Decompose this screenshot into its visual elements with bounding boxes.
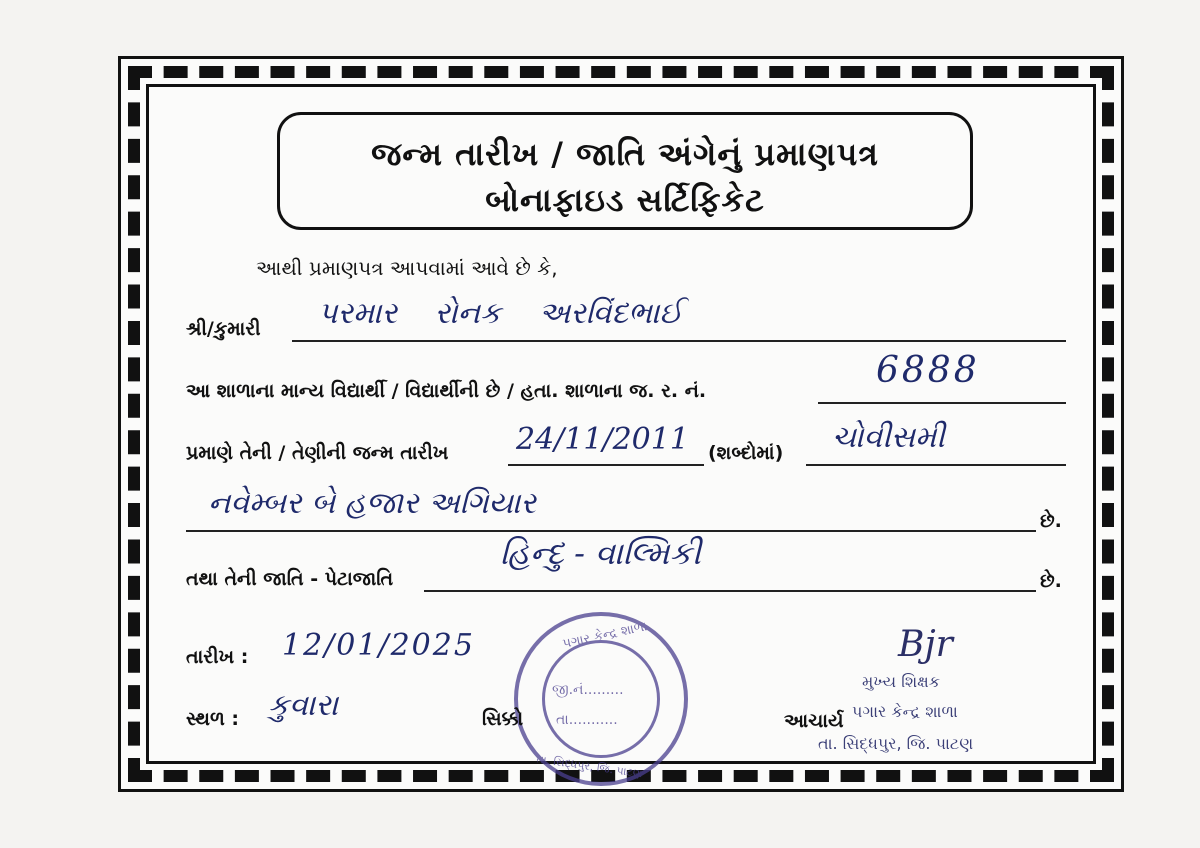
dob-words-underline-2 bbox=[186, 530, 1036, 532]
student-label: આ શાળાના માન્ય વિદ્યાર્થી / વિદ્યાર્થીની છે / હતા. શાળાના જ. ર. નં. bbox=[186, 380, 707, 402]
stamp-inner-ring bbox=[542, 640, 660, 758]
principal-label: આચાર્ય bbox=[784, 710, 844, 732]
place-value: કુવારા bbox=[268, 688, 339, 723]
register-number: 6888 bbox=[876, 350, 980, 391]
caste-label: તથા તેની જાતિ - પેટાજાતિ bbox=[186, 568, 394, 590]
title-box bbox=[277, 112, 973, 230]
date-value: 12/01/2025 bbox=[282, 628, 475, 663]
name-value: પરમાર રોનક અરવિંદભાઈ bbox=[318, 296, 683, 331]
dob-words-2: નવેમ્બર બે હજાર અગિયાર bbox=[208, 486, 536, 521]
stamp-bottom-text: તા. સિદ્ધપુર, જિ. પાટણ bbox=[535, 752, 644, 781]
seal-label: સિક્કો bbox=[482, 708, 524, 730]
date-label: તારીખ : bbox=[186, 646, 249, 668]
signature-title: મુખ્ય શિક્ષક bbox=[862, 672, 941, 691]
place-label: સ્થળ : bbox=[186, 708, 240, 730]
dob-value: 24/11/2011 bbox=[516, 422, 689, 457]
title-line-1: જન્મ તારીખ / જાતિ અંગેનું પ્રમાણપત્ર bbox=[371, 135, 879, 173]
caste-underline bbox=[424, 590, 1036, 592]
signature-school: પગાર કેન્દ્ર શાળા bbox=[852, 702, 958, 721]
register-underline bbox=[818, 402, 1066, 404]
dob-words-1: ચોવીસમી bbox=[832, 420, 945, 455]
in-words-label: (શબ્દોમાં) bbox=[708, 442, 784, 464]
caste-suffix: છે. bbox=[1040, 570, 1062, 592]
dob-suffix: છે. bbox=[1040, 510, 1062, 532]
school-stamp bbox=[514, 612, 688, 786]
signature-address: તા. સિદ્ધપુર, જિ. પાટણ bbox=[818, 734, 974, 753]
title-line-2: બોનાફાઇડ સર્ટિફિકેટ bbox=[485, 181, 765, 219]
dob-words-underline-1 bbox=[806, 464, 1066, 466]
caste-value: હિન્દુ - વાલ્મિકી bbox=[500, 534, 702, 572]
stamp-ji-line: જી.નં......... bbox=[552, 682, 624, 698]
dob-label: પ્રમાણે તેની / તેણીની જન્મ તારીખ bbox=[186, 442, 449, 464]
name-label: શ્રી/કુમારી bbox=[186, 318, 261, 340]
signature-mark: Bjr bbox=[898, 624, 953, 665]
stamp-ta-line: તા........... bbox=[556, 712, 618, 728]
dob-underline bbox=[508, 464, 704, 466]
stamp-ring-text: પગાર કેન્દ્ર શાળા bbox=[561, 619, 649, 652]
intro-text: આથી પ્રમાણપત્ર આપવામાં આવે છે કે, bbox=[256, 256, 558, 280]
name-underline bbox=[292, 340, 1066, 342]
